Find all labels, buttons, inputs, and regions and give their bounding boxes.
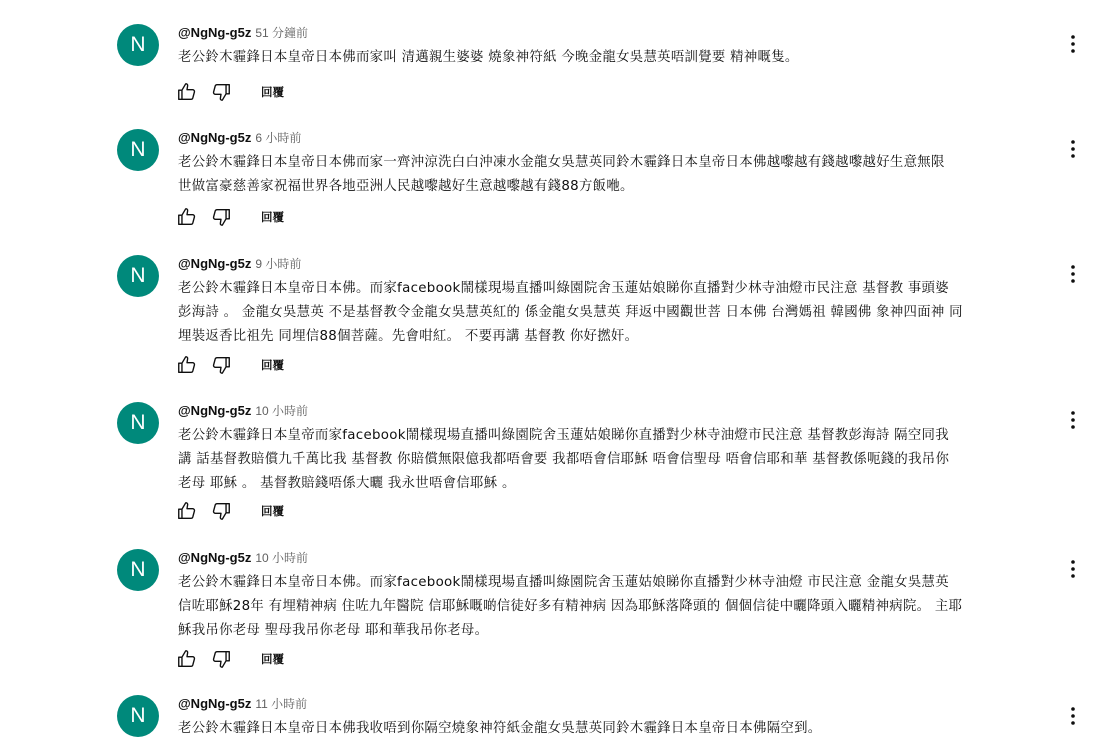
comment-time[interactable]: 6 小時前 — [255, 131, 302, 145]
author-name[interactable]: @NgNg-g5z — [178, 130, 252, 145]
comment-header — [178, 547, 308, 565]
comment-text — [178, 277, 1044, 349]
comment-header — [178, 253, 301, 271]
thumbs-down-icon — [210, 354, 232, 376]
avatar[interactable]: N — [117, 549, 159, 591]
dislike-button[interactable] — [209, 80, 233, 104]
like-button[interactable] — [175, 80, 199, 104]
reply-button[interactable]: 回覆 — [261, 358, 284, 372]
comment-actions — [175, 205, 284, 229]
comment-header — [178, 400, 308, 418]
author-name[interactable]: @NgNg-g5z — [178, 403, 252, 418]
comment-header — [178, 22, 308, 40]
comment-actions — [175, 353, 284, 377]
like-button[interactable] — [175, 647, 199, 671]
reply-button[interactable]: 回覆 — [261, 85, 284, 99]
thumbs-up-icon — [176, 354, 198, 376]
comment-line: 信咗耶穌28年 有埋精神病 住咗九年醫院 信耶穌嘅啲信徒好多有精神病 因為耶穌落降頭的 個個信徒中曬降頭入曬精神病院。 主耶 — [178, 599, 963, 614]
comment-line: 老公鈴木霾鋒日本皇帝日本佛。而家facebook鬧樣現場直播叫綠園院舍玉蓮姑娘睇你直播對少林寺油燈 市民注意 金龍女吳慧英 — [178, 575, 949, 590]
comment-time[interactable]: 51 分鐘前 — [255, 26, 309, 40]
comment-time[interactable]: 11 小時前 — [255, 697, 308, 711]
comment-menu-button[interactable] — [1061, 408, 1085, 432]
comment-menu-button[interactable] — [1061, 137, 1085, 161]
comment-actions — [175, 647, 284, 671]
like-button[interactable] — [175, 499, 199, 523]
comment-header — [178, 693, 307, 711]
comment-actions — [175, 80, 284, 104]
comment-line: 老公鈴木霾鋒日本皇帝而家facebook鬧樣現場直播叫綠園院舍玉蓮姑娘睇你直播對少林寺油燈市民注意 基督教彭海詩 隔空同我 — [178, 428, 949, 443]
comment-line: 講 話基督教賠償九千萬比我 基督教 你賠償無限億我都唔會要 我都唔會信耶穌 唔會信聖母 唔會信耶和華 基督教係呃錢的我吊你 — [178, 452, 950, 467]
comment-time[interactable]: 9 小時前 — [255, 257, 302, 271]
thumbs-down-icon — [210, 81, 232, 103]
comment-line: 老母 耶穌 。 基督教賠錢唔係大曬 我永世唔會信耶穌 。 — [178, 476, 516, 491]
more-vert-icon — [1061, 408, 1085, 432]
more-vert-icon — [1061, 32, 1085, 56]
comment-text — [178, 151, 1044, 199]
comment-line: 埋裝返香比祖先 同埋信88個菩薩。先會咁紅。 不要再講 基督教 你好撚奸。 — [178, 329, 639, 344]
avatar[interactable]: N — [117, 402, 159, 444]
comment-line: 穌我吊你老母 聖母我吊你老母 耶和華我吊你老母。 — [178, 623, 489, 638]
more-vert-icon — [1061, 704, 1085, 728]
dislike-button[interactable] — [209, 647, 233, 671]
comment-text — [178, 571, 1044, 643]
thumbs-down-icon — [210, 648, 232, 670]
thumbs-up-icon — [176, 648, 198, 670]
thumbs-up-icon — [176, 500, 198, 522]
comment-line: 世做富豪慈善家祝福世界各地亞洲人民越嚟越好生意越嚟越有錢88方飯咃。 — [178, 179, 634, 194]
more-vert-icon — [1061, 557, 1085, 581]
like-button[interactable] — [175, 353, 199, 377]
comment-line: 老公鈴木霾鋒日本皇帝日本佛。而家facebook鬧樣現場直播叫綠園院舍玉蓮姑娘睇你直播對少林寺油燈市民注意 基督教 事頭婆 — [178, 281, 949, 296]
reply-button[interactable]: 回覆 — [261, 210, 284, 224]
author-name[interactable]: @NgNg-g5z — [178, 25, 252, 40]
comment-menu-button[interactable] — [1061, 557, 1085, 581]
comment-text — [178, 46, 1044, 70]
comment-menu-button[interactable] — [1061, 32, 1085, 56]
dislike-button[interactable] — [209, 205, 233, 229]
reply-button[interactable]: 回覆 — [261, 652, 284, 666]
comment-menu-button[interactable] — [1061, 704, 1085, 728]
avatar[interactable]: N — [117, 255, 159, 297]
avatar[interactable]: N — [117, 129, 159, 171]
comment-line: 老公鈴木霾鋒日本皇帝日本佛我收唔到你隔空燒象神符紙金龍女吳慧英同鈴木霾鋒日本皇帝日本佛隔空到。 — [178, 721, 822, 736]
comment-actions — [175, 499, 284, 523]
like-button[interactable] — [175, 205, 199, 229]
comment-time[interactable]: 10 小時前 — [255, 551, 309, 565]
comment-menu-button[interactable] — [1061, 262, 1085, 286]
avatar[interactable]: N — [117, 24, 159, 66]
thumbs-down-icon — [210, 206, 232, 228]
comment-text — [178, 717, 1044, 741]
author-name[interactable]: @NgNg-g5z — [178, 696, 252, 711]
comment-line: 彭海詩 。 金龍女吳慧英 不是基督教令金龍女吳慧英紅的 係金龍女吳慧英 拜返中國觀世菩 日本佛 台灣媽祖 韓國佛 象神四面神 同 — [178, 305, 963, 320]
thumbs-down-icon — [210, 500, 232, 522]
comment-header — [178, 127, 301, 145]
comment-time[interactable]: 10 小時前 — [255, 404, 309, 418]
author-name[interactable]: @NgNg-g5z — [178, 550, 252, 565]
comment-line: 老公鈴木霾鋒日本皇帝日本佛而家一齊沖涼洗白白沖凍水金龍女吳慧英同鈴木霾鋒日本皇帝日本佛越嚟越有錢越嚟越好生意無限 — [178, 155, 945, 170]
avatar[interactable]: N — [117, 695, 159, 737]
author-name[interactable]: @NgNg-g5z — [178, 256, 252, 271]
reply-button[interactable]: 回覆 — [261, 504, 284, 518]
thumbs-up-icon — [176, 206, 198, 228]
dislike-button[interactable] — [209, 499, 233, 523]
dislike-button[interactable] — [209, 353, 233, 377]
thumbs-up-icon — [176, 81, 198, 103]
more-vert-icon — [1061, 262, 1085, 286]
comment-text — [178, 424, 1044, 496]
comment-line: 老公鈴木霾鋒日本皇帝日本佛而家叫 清邁親生婆婆 燒象神符紙 今晚金龍女吳慧英唔訓覺要 精神嘅隻。 — [178, 50, 799, 65]
more-vert-icon — [1061, 137, 1085, 161]
